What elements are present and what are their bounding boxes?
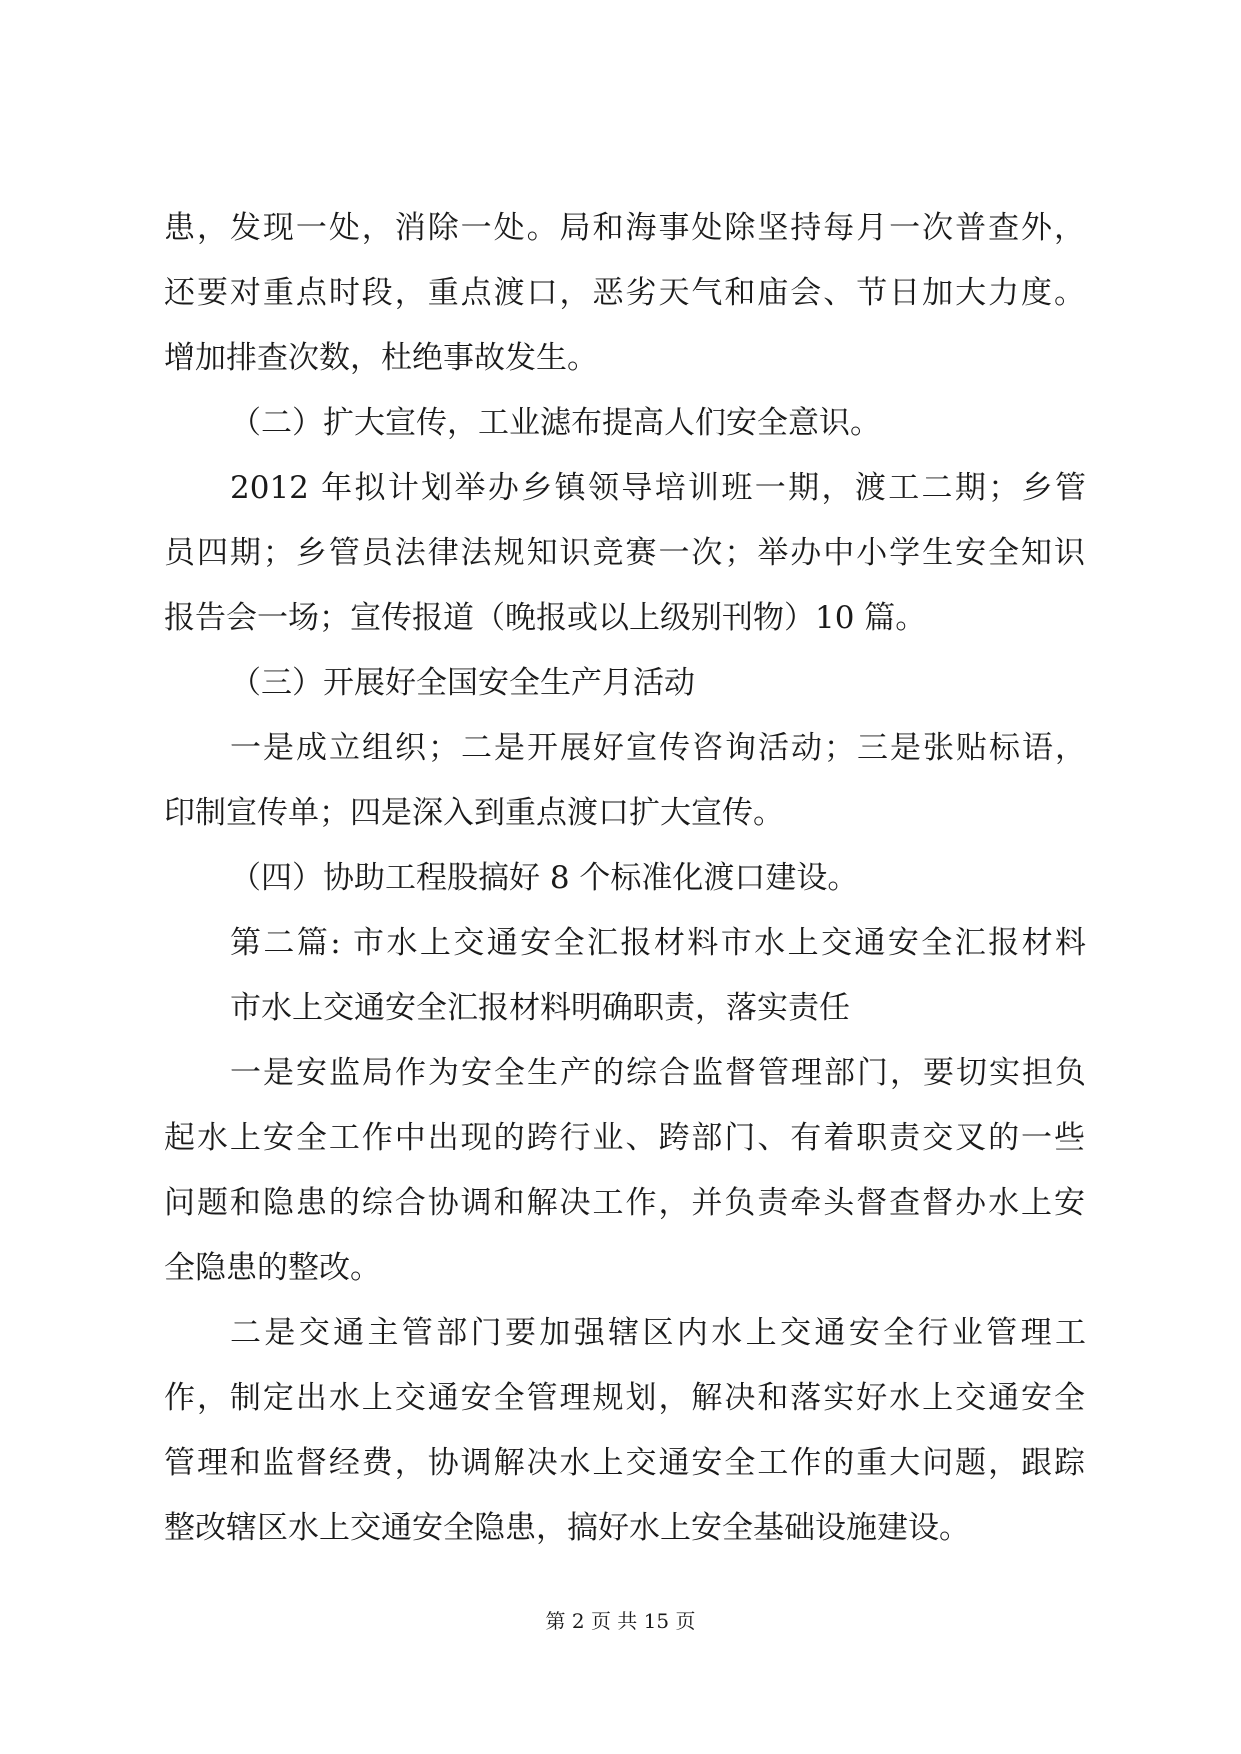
text-line-16: 问题和隐患的综合协调和解决工作，并负责牵头督查督办水上安 — [164, 1185, 1085, 1221]
page-footer: 第 2 页 共 15 页 — [545, 1609, 696, 1633]
text-line-1: 患，发现一处，消除一处。局和海事处除坚持每月一次普查外， — [164, 210, 1085, 246]
text-line-3: 增加排查次数，杜绝事故发生。 — [164, 340, 598, 376]
text-line-20: 管理和监督经费，协调解决水上交通安全工作的重大问题，跟踪 — [164, 1445, 1085, 1481]
section-heading-2: （二）扩大宣传，工业滤布提高人们安全意识。 — [230, 405, 881, 441]
text-line-9: 一是成立组织；二是开展好宣传咨询活动；三是张贴标语， — [230, 730, 1086, 766]
text-line-15: 起水上安全工作中出现的跨行业、跨部门、有着职责交叉的一些 — [164, 1120, 1085, 1156]
text-line-14: 一是安监局作为安全生产的综合监督管理部门，要切实担负 — [230, 1055, 1086, 1091]
text-line-6: 员四期；乡管员法律法规知识竞赛一次；举办中小学生安全知识 — [164, 535, 1085, 571]
text-line-18: 二是交通主管部门要加强辖区内水上交通安全行业管理工 — [230, 1315, 1086, 1351]
section-heading-4: （四）协助工程股搞好 8 个标准化渡口建设。 — [230, 860, 859, 896]
text-line-2: 还要对重点时段，重点渡口，恶劣天气和庙会、节日加大力度。 — [164, 275, 1085, 311]
text-line-21: 整改辖区水上交通安全隐患，搞好水上安全基础设施建设。 — [164, 1510, 970, 1546]
chapter-title-line-1: 第二篇: 市水上交通安全汇报材料市水上交通安全汇报材料 — [230, 925, 1086, 961]
text-line-7: 报告会一场；宣传报道（晚报或以上级别刊物）10 篇。 — [164, 600, 927, 636]
chapter-title-line-2: 市水上交通安全汇报材料明确职责，落实责任 — [230, 990, 850, 1026]
text-line-5: 2012 年拟计划举办乡镇领导培训班一期，渡工二期；乡管 — [230, 470, 1086, 506]
text-line-10: 印制宣传单；四是深入到重点渡口扩大宣传。 — [164, 795, 784, 831]
section-heading-3: （三）开展好全国安全生产月活动 — [230, 665, 695, 701]
text-line-17: 全隐患的整改。 — [164, 1250, 381, 1286]
text-line-19: 作，制定出水上交通安全管理规划，解决和落实好水上交通安全 — [164, 1380, 1085, 1416]
